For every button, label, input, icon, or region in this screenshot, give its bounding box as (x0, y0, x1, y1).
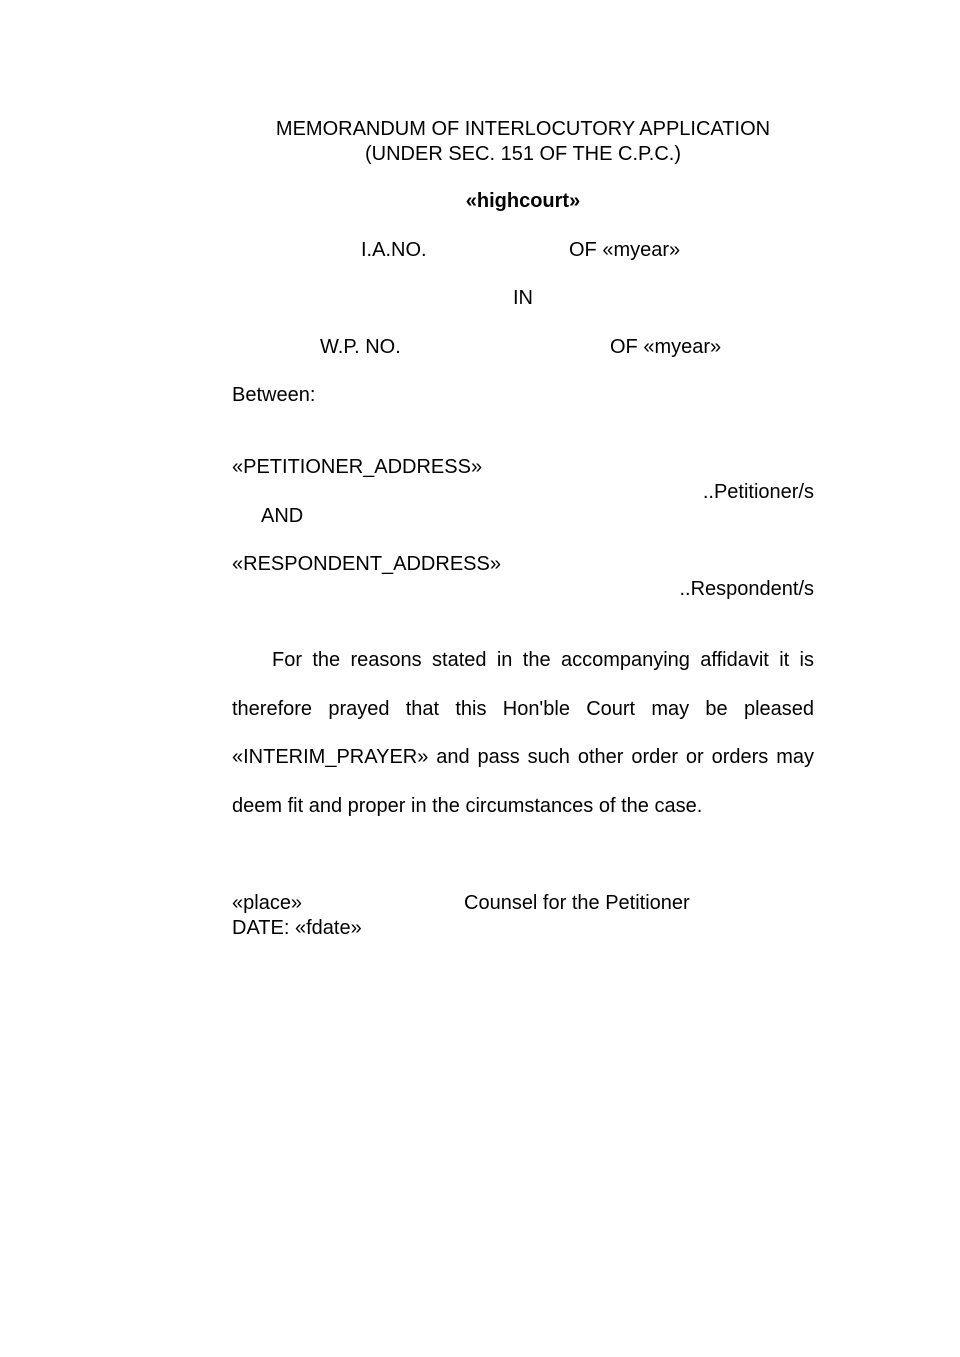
document-title: MEMORANDUM OF INTERLOCUTORY APPLICATION (275, 118, 771, 140)
ia-year: OF «myear» (569, 239, 681, 261)
counsel-signature: Counsel for the Petitioner (464, 892, 690, 914)
place-field: «place» (232, 892, 303, 914)
date-field: DATE: «fdate» (232, 917, 362, 939)
document-subtitle: (UNDER SEC. 151 OF THE C.P.C.) (365, 143, 681, 165)
prayer-paragraph: For the reasons stated in the accompanying affidavit it is therefore prayed that this Hon'ble Court may be pleased «INTERIM_PRAYER» and pass such other order or orders may deem fit and proper in the circumstances of the case. (232, 649, 814, 817)
petitioner-role: ..Petitioner/s (702, 481, 814, 503)
respondent-address: «RESPONDENT_ADDRESS» (232, 553, 501, 575)
wp-number-label: W.P. NO. (320, 336, 401, 358)
court-name: «highcourt» (465, 190, 581, 212)
respondent-role: ..Respondent/s (679, 578, 814, 600)
petitioner-address: «PETITIONER_ADDRESS» (232, 456, 483, 478)
between-label: Between: (232, 384, 316, 406)
wp-year: OF «myear» (610, 336, 722, 358)
in-label: IN (513, 287, 533, 309)
ia-number-label: I.A.NO. (361, 239, 427, 261)
and-label: AND (261, 505, 304, 527)
